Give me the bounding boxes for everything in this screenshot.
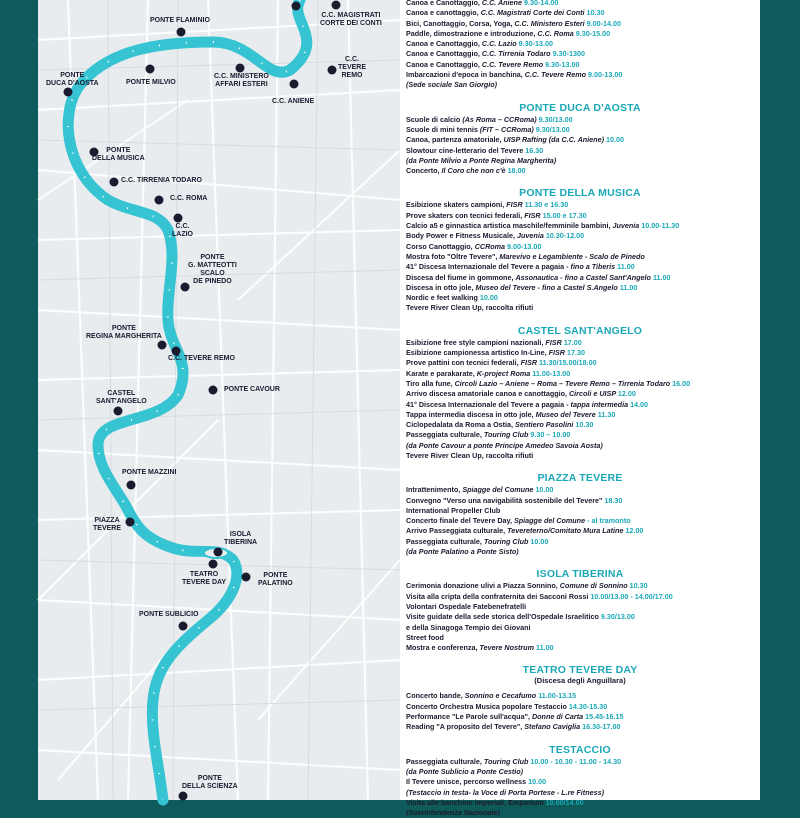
program-item-time: 9.30-14.00 [523,0,559,7]
program-item [400,410,760,420]
program-item-organizer: Museo del Tevere - fino a Castel S.Angelo [475,282,620,292]
program-item-activity: Cerimonia donazione ulivi a Piazza Sonnino, [406,581,560,591]
program-item [400,156,760,166]
point-top [292,2,301,11]
program-item-time: 10.00 [528,777,547,787]
program-item-organizer: FISR [548,348,567,358]
program-item-time: 9.30-13.00 [518,39,553,49]
program-item-organizer: C.C. Lazio [481,39,519,49]
program-item-activity: (da Ponte Palatino a Ponte Sisto) [406,547,519,557]
program-item-activity: Body Power e Fitness Musicale, [406,231,518,241]
label-ponte-matteotti: PONTE G. MATTEOTTI SCALO DE PINEDO [188,254,237,285]
point-cc-roma [155,196,164,205]
program-item-activity: Arrivo discesa amatoriale canoa e canottaggio, [406,389,569,399]
program-item [400,767,760,777]
program-item-time: 10.30 [586,8,605,18]
program-item-organizer: Museo del Tevere [535,409,598,419]
program-item-organizer: Touring Club [483,756,531,766]
program-item-organizer: C.C. Ministero Esteri [514,18,587,28]
program-item-time: 11.30 e 16.30 [524,200,569,210]
program-item-time: 10.00 - 10.30 - 11.00 - 14.30 [530,756,622,766]
label-piazza-tevere: PIAZZA TEVERE [93,517,122,532]
program-item [400,283,760,293]
program-item-organizer: Juvenia [612,221,642,231]
program-item [400,420,760,430]
program-item-time: 9.00-13.00 [507,241,542,251]
program-item-activity: Canoa e Canottaggio, [406,49,482,59]
program-item-time: 9.30-15.00 [575,28,611,38]
program-item-organizer: tappa intermedia [570,399,631,409]
point-ponte-cavour [209,386,218,395]
program-item-organizer: Comune di Sonnino [559,581,630,591]
program-item [400,19,760,29]
program-item-time: 16.00 [672,378,691,388]
section-title: ISOLA TIBERINA [536,568,624,581]
program-item-organizer: (As Roma – CCRoma) [462,114,539,124]
program-item-activity: Volontari Ospedale Fatebenefratelli [406,601,527,611]
program-item [400,262,760,272]
label-cc-ministero: C.C. MINISTERO AFFARI ESTERI [214,73,269,88]
program-item-activity: Corso Canottaggio, [406,241,475,251]
label-cc-roma: C.C. ROMA [170,195,208,202]
program-item [400,60,760,70]
program-item-time: 16.30 [525,145,544,155]
program-item-activity: Performance "Le Parole sull'acqua", [406,712,532,722]
program-item-organizer: UISP Rafting (da C.C. Aniene) [503,135,606,145]
program-item-time: 18.00 [507,166,526,176]
program-item [400,547,760,557]
program-item-time: 17.30 [566,348,585,358]
label-cc-aniene: C.C. ANIENE [272,98,315,105]
program-item-organizer: Juvenia [517,231,546,241]
program-item-time: 11.00 [617,262,635,272]
program-item-activity: Canoa e canottaggio, [406,8,481,18]
program-item-time: 11.30 [597,409,616,419]
program-item-time: 10.30 [629,581,648,591]
program-item [400,712,760,722]
program-item-organizer: Touring Club [483,536,531,546]
program-item-activity: 41° Discesa Internazionale del Tevere a pagaia - [406,399,571,409]
program-item-organizer: Sentiero Pasolini [515,420,576,430]
label-cc-tevere-remo-top: C.C. TEVERE REMO [338,56,367,79]
point-ponte-duca [64,88,73,97]
point-ponte-margherita [158,341,167,350]
program-item [400,338,760,348]
program-item [400,441,760,451]
program-item-time: 9.30/13.00 [600,612,635,622]
program-item [400,166,760,176]
point-cc-tevere-remo-top [328,66,337,75]
label-ponte-duca: PONTE DUCA D'AOSTA [46,72,99,87]
program-item-time: 14.30-15.30 [568,701,608,711]
program-item-activity: Canoa, partenza amatoriale, [406,135,504,145]
program-item-time: 10.00 [530,536,549,546]
program-item-activity: Visita alla cripta della confraternita dei Sacconi Rossi [406,591,591,601]
program-item-activity: Scuole di mini tennis [406,124,480,134]
program-item [400,221,760,231]
label-cc-tevere-remo: C.C. TEVERE REMO [168,355,235,362]
program-item [400,200,760,210]
program-item [400,506,760,516]
program-item [400,592,760,602]
program-item-activity: Mostra foto "Oltre Tevere", [406,251,500,261]
section-title: TESTACCIO [549,743,611,756]
program-item-organizer: fino a Tiberis [570,262,618,272]
program-item-time: 10.00 [605,135,624,145]
program-item [400,273,760,283]
program-item-organizer: Spiagge del Comune [513,516,588,526]
program-item-organizer: C.C. Magistrati Corte dei Conti [480,8,587,18]
program-item [400,146,760,156]
program-item-time: 11.00 [535,643,554,653]
program-item-organizer: C.C. Tevere Remo [481,59,546,69]
program-item-organizer: Donne di Carta [531,712,586,722]
program-item [400,348,760,358]
river-map [38,0,400,800]
program-item-activity: (Testaccio in testa- la Voce di Porta Portese - L.re Fitness) [406,787,604,797]
program-item-organizer: K-project Roma [476,368,533,378]
program-item-activity: Tevere River Clean Up, raccolta rifiuti [406,450,534,460]
label-ponte-musica: PONTE DELLA MUSICA [92,147,145,162]
program-item-time: 12.00 [617,389,636,399]
program-item-organizer: Spiagge del Comune [462,485,536,495]
program-item-activity: Visite guidate della sede storica dell'Ospedale Israelitico [406,612,601,622]
program-item [400,702,760,712]
label-cc-magistrati: C.C. MAGISTRATI CORTE DEI CONTI [320,12,382,27]
point-ponte-flaminio [177,28,186,37]
label-cc-lazio: C.C. LAZIO [172,223,193,238]
program-item-activity: Ciclopedalata da Roma a Ostia, [406,420,516,430]
program-item-organizer: Tevere Nostrum [479,643,536,653]
program-item-organizer: C.C. Tevere Remo [524,70,588,80]
program-item-activity: Arrivo Passeggiata culturale, [406,526,508,536]
program-item-activity: Concerto Orchestra Musica popolare Testaccio [406,701,569,711]
program-item [400,242,760,252]
program-item [400,49,760,59]
program-item [400,633,760,643]
program-item-time: 12.00 [625,526,644,536]
program-item [400,39,760,49]
program-item [400,612,760,622]
program-item-time: 10.00 [535,485,554,495]
program-item-time: 10.30 [575,420,594,430]
program-item-organizer: Circoli e UISP [568,389,618,399]
program-item-activity: Imbarcazioni d'epoca in banchina, [406,70,525,80]
label-ponte-palatino: PONTE PALATINO [258,572,293,587]
program-item [400,788,760,798]
program-item [400,80,760,90]
program-item-activity: Slowtour cine-letterario del Tevere [406,145,526,155]
program-item-activity: (Sovrintendenza Nazionale) [406,808,500,818]
program-item-organizer: Circoli Lazio – Aniene – Roma – Tevere Remo – Tirrenia Todaro [454,378,673,388]
program-item-organizer: C.C. Tirrenia Todaro [481,49,553,59]
program-item-activity: Street food [406,632,444,642]
program-item-organizer: FISR [524,210,543,220]
program-item-organizer: C.C. Roma [537,28,576,38]
program-item-time: 15.00 e 17.30 [542,210,587,220]
point-ponte-sublicio [179,622,188,631]
point-castel [114,407,123,416]
program-item [400,135,760,145]
program-item-time: 9.30-13.00 [545,59,580,69]
program-item [400,125,760,135]
program-item-time: 18.30 [604,495,623,505]
program-item [400,400,760,410]
program-item-time: 9.30/13.00 [538,114,573,124]
program-item-activity: Passeggiata culturale, [406,756,484,766]
label-ponte-cavour: PONTE CAVOUR [224,386,280,393]
point-cc-tirrenia [110,178,119,187]
program-item-time: 15.45-16.15 [585,712,624,722]
program-item-time: 11.00-13.00 [532,368,571,378]
point-ponte-scienza [179,792,188,801]
program-item [400,757,760,767]
program-item-activity: Concerto bande, [406,691,465,701]
program-item-time: 10.00 [479,293,498,303]
point-teatro [209,560,218,569]
program-item [400,303,760,313]
point-ponte-mazzini [127,481,136,490]
program-item-activity: Discesa in otto jole, [406,282,476,292]
right-border [760,0,800,800]
program-item [400,798,760,808]
program-item [400,430,760,440]
program-item-activity: Karate e parakarate, [406,368,477,378]
label-teatro: TEATRO TEVERE DAY [182,571,227,586]
program-item-time: 16.30-17.00 [582,722,621,732]
program-item-activity: Passeggiata culturale, [406,536,484,546]
program-item-activity: Esibizione free style campioni nazionali, [406,337,546,347]
streets [38,0,400,800]
point-isola [214,548,223,557]
minor-streets [38,0,400,800]
program-item-activity: Passeggiata culturale, [406,430,484,440]
program-item-organizer: Marevivo e Legambiente - Scalo de Pinedo [499,251,645,261]
point-piazza-tevere [126,518,135,527]
program-item [400,0,760,8]
program-item [400,8,760,18]
program-item-activity: Mostra e conferenza, [406,643,480,653]
section-title: PIAZZA TEVERE [537,472,623,485]
section-title: PONTE DUCA D'AOSTA [519,101,641,114]
point-cc-magistrati [332,1,341,10]
program-item [400,516,760,526]
program-item-organizer: Il Coro che non c'è [441,166,508,176]
program-item [400,293,760,303]
program-item [400,808,760,818]
program-item [400,485,760,495]
program-item-organizer: Touring Club [483,430,531,440]
program-item-activity: Tiro alla fune, [406,378,455,388]
program-item-time: 10.00/14.00 [545,797,584,807]
program-item-activity: Prove skaters con tecnici federali, [406,210,525,220]
program-item-activity: Paddle, dimostrazione e introduzione, [406,28,538,38]
label-ponte-sublicio: PONTE SUBLICIO [139,611,199,618]
point-ponte-palatino [242,573,251,582]
label-ponte-margherita: PONTE REGINA MARGHERITA [86,325,162,340]
label-ponte-scienza: PONTE DELLA SCIENZA [182,775,238,790]
program-item-time: 14.00 [630,399,649,409]
program-item [400,252,760,262]
program-item [400,70,760,80]
program-item-activity: (da Ponte Cavour a ponte Principe Amedeo Savoia Aosta) [406,440,603,450]
program-item [400,496,760,506]
program-item [400,691,760,701]
program-item-activity: Scuole di calcio [406,114,463,124]
program-item-activity: (da Ponte Sublicio a Ponte Cestio) [406,766,524,776]
program-item-activity: Canoa e Canottaggio, [406,39,482,49]
section-subtitle: (Discesa degli Anguillara) [534,676,626,686]
program-item [400,526,760,536]
program-item-time: 11.30/15.00/18.00 [539,358,597,368]
program-item-time: 9.00-13.00 [587,70,623,80]
program-item-time: 11.00 [652,272,671,282]
program-item [400,581,760,591]
label-isola: ISOLA TIBERINA [224,531,258,546]
label-ponte-mazzini: PONTE MAZZINI [122,469,177,476]
program-item-time: 17.00 [563,337,582,347]
program-item-time: 11.00-13.15 [538,691,577,701]
program-item-time: 9.30/13.00 [535,124,570,134]
program-item-activity: Convegno "Verso una navigabilità sostenibile del Tevere" [406,495,605,505]
program-item-activity: Prove pattini con tecnici federali, [406,358,521,368]
point-cc-lazio [174,214,183,223]
program-item-activity: e della Sinagoga Tempio dei Giovani [406,622,531,632]
program-item [400,389,760,399]
program-item-time: 10.00-11.30 [641,221,680,231]
program-item-time: 10.00/13.00 - 14.00/17.00 [590,591,673,601]
program-item-time: 9.30 – 10.00 [530,430,571,440]
program-item [400,451,760,461]
program-item-activity: Canoa e Canottaggio, [406,59,482,69]
label-ponte-milvio: PONTE MILVIO [126,79,176,86]
program-item [400,211,760,221]
program-item-organizer: FISR [520,358,540,368]
program-item-activity: Concerto finale del Tevere Day, [406,516,514,526]
point-cc-aniene [290,80,299,89]
program-item-time: 9.00-14.00 [586,18,622,28]
program-item-activity: Esibizione campionessa artistico In-Line, [406,348,549,358]
program-item [400,777,760,787]
program-item [400,115,760,125]
program-item-activity: Bici, Canottaggio, Corsa, Yoga, [406,18,515,28]
section-title: PONTE DELLA MUSICA [519,187,641,200]
program-item-activity: Tappa intermedia discesa in otto jole, [406,409,536,419]
program-item-activity: Nordic e feet walking [406,293,480,303]
program-item [400,537,760,547]
label-ponte-flaminio: PONTE FLAMINIO [150,17,210,24]
program-sections [400,102,760,818]
point-ponte-milvio [146,65,155,74]
program-item-activity: 41° Discesa Internazionale del Tevere a pagaia - [406,262,571,272]
program-item-activity: International Propeller Club [406,505,501,515]
program-item [400,358,760,368]
program-item-organizer: C.C. Aniene [481,0,524,7]
program-item-activity: Canoa e Canottaggio, [406,0,482,7]
label-castel: CASTEL SANT'ANGELO [96,390,147,405]
program-item-activity: Concerto, [406,166,442,176]
program-item [400,643,760,653]
program-item [400,379,760,389]
program-item-organizer: Assonautica - fino a Castel Sant'Angelo [515,272,653,282]
program-item-activity: Calcio a5 e ginnastica artistica maschile/femminile bambini, [406,221,613,231]
label-cc-tirrenia: C.C. TIRRENIA TODARO [121,177,202,184]
point-cc-ministero [236,64,245,73]
map-svg [38,0,400,800]
program-item-activity: (da Ponte Milvio a Ponte Regina Margherita) [406,155,557,165]
program-item-time: 9.30-1300 [552,49,585,59]
program-item-time: 11.00 [619,282,638,292]
program-item [400,623,760,633]
program-item-organizer: Stefano Caviglia [524,722,583,732]
program-item [400,722,760,732]
program-item-organizer: (FIT – CCRoma) [479,124,536,134]
program-item [400,29,760,39]
program-item-time: - al tramonto [587,516,631,526]
program-item-organizer: CCRoma [474,241,508,251]
section-title: TEATRO TEVERE DAY [522,664,638,677]
program-panel [400,0,760,818]
program-item-activity: Esibizione skaters campioni, [406,200,507,210]
program-item-organizer: Sonnino e Cecafumo [464,691,539,701]
program-item-activity: Visita alle banchine imperiali, Emporium [406,797,546,807]
top-list [400,0,760,91]
program-item-activity: Il Tevere unisce, percorso wellness [406,777,529,787]
program-item-activity: Intrattenimento, [406,485,463,495]
program-item-activity: Discesa del fiume in gommone, [406,272,516,282]
program-item-activity: Reading "A proposito del Tevere", [406,722,525,732]
program-item-organizer: Tevereterno/Comitato Mura Latine [507,526,626,536]
section-title: CASTEL SANT'ANGELO [517,324,643,337]
program-item [400,602,760,612]
program-item [400,231,760,241]
program-item-time: 10.30-12.00 [545,231,585,241]
program-item-activity: Tevere River Clean Up, raccolta rifiuti [406,303,534,313]
program-item-organizer: FISR [506,200,525,210]
program-item-organizer: FISR [545,337,564,347]
program-item-activity: (Sede sociale San Giorgio) [406,80,498,90]
program-item [400,369,760,379]
